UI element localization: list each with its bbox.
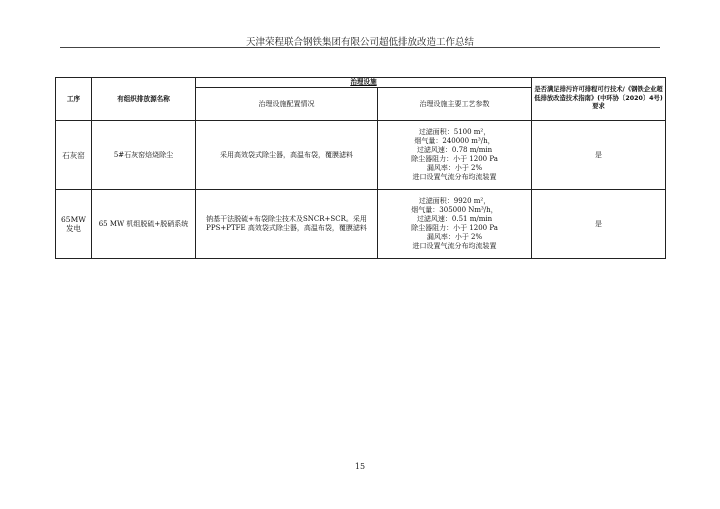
param-line: 漏风率：小于 2% <box>426 233 483 241</box>
header-divider <box>60 47 660 48</box>
page-header-title: 天津荣程联合钢铁集团有限公司超低排放改造工作总结 <box>245 37 474 48</box>
param-line: 除尘器阻力：小于 1200 Pa <box>411 224 498 232</box>
param-line: 过滤风速：0.51 m/min <box>416 215 493 223</box>
header-governance: 治理设施 <box>196 78 532 88</box>
table-row <box>56 121 666 190</box>
params-cell <box>378 121 532 190</box>
page-number: 15 <box>354 462 366 471</box>
source-cell: 65 MW 机组脱硫+脱硝系统 <box>92 190 196 259</box>
param-line: 过滤面积：9920 m²， <box>418 197 491 205</box>
param-line: 烟气量：240000 m³/h， <box>414 137 495 145</box>
config-cell: 钠基干法脱硫+布袋除尘技术及SNCR+SCR。采用 PPS+PTFE 高效袋式除尘器，高温布袋，覆膜滤料 <box>196 190 378 259</box>
process-cell: 石灰窑 <box>56 121 92 190</box>
param-line: 过滤面积：5100 m²， <box>418 128 491 136</box>
source-cell: 5#石灰窑焙烧除尘 <box>92 121 196 190</box>
compliance-cell: 是 <box>532 190 666 259</box>
governance-table <box>55 77 666 259</box>
table-row <box>56 190 666 259</box>
process-cell: 65MW发电 <box>56 190 92 259</box>
params-cell <box>378 190 532 259</box>
header-process: 工序 <box>56 78 92 121</box>
header-params: 治理设施主要工艺参数 <box>378 88 532 121</box>
config-cell: 采用高效袋式除尘器，高温布袋，覆膜滤料 <box>196 121 378 190</box>
param-line: 过滤风速：0.78 m/min <box>416 146 493 154</box>
param-line: 除尘器阻力：小于 1200 Pa <box>411 155 498 163</box>
param-line: 漏风率：小于 2% <box>426 164 483 172</box>
param-line: 进口设置气流分布均流装置 <box>412 173 497 181</box>
param-line: 烟气量：305000 Nm³/h， <box>411 206 498 214</box>
param-line: 进口设置气流分布均流装置 <box>412 242 497 250</box>
header-emission-source: 有组织排放源名称 <box>92 78 196 121</box>
header-config: 治理设施配置情况 <box>196 88 378 121</box>
compliance-cell: 是 <box>532 121 666 190</box>
header-compliance: 是否满足排污许可排程可行技术/《钢铁企业超低排放改造技术指南》(中环协〔2020〕4号)要求 <box>532 78 666 121</box>
